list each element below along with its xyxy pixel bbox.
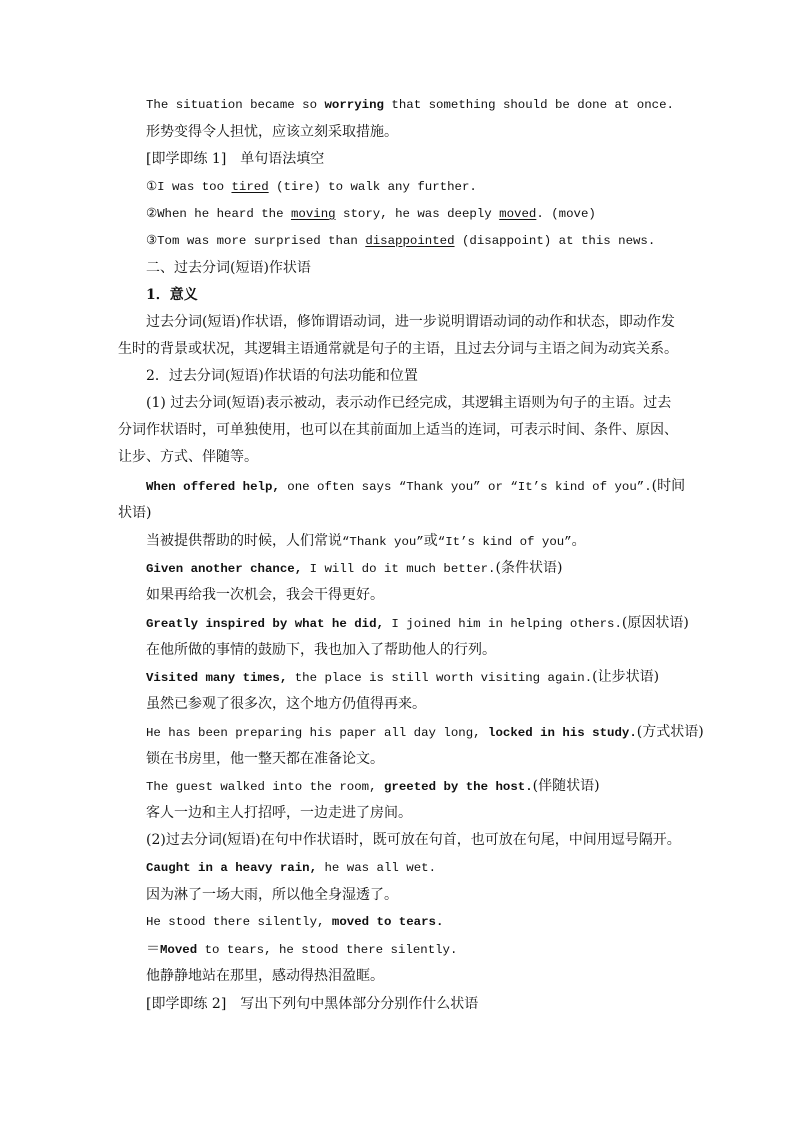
bold-term: Visited many times,: [146, 671, 288, 685]
paragraph-line: 生时的背景或状况，其逻辑主语通常就是句子的主语，且过去分词与主语之间为动宾关系。: [118, 341, 678, 357]
exercise-heading-1: [即学即练 1] 单句语法填空: [146, 151, 325, 167]
example-sentence-en: [146, 722, 704, 743]
bold-term: When offered help,: [146, 480, 280, 494]
text: to tears, he stood there silently.: [197, 943, 458, 957]
text: The guest walked into the room,: [146, 780, 384, 794]
paragraph-line: (2)过去分词(短语)在句中作状语时，既可放在句首，也可放在句尾，中间用逗号隔开。: [146, 832, 681, 848]
text: ①I was too: [146, 180, 232, 194]
example-sentence-en: [146, 667, 659, 688]
answer-blank: disappointed: [365, 234, 455, 248]
paragraph-line: 过去分词(短语)作状语，修饰谓语动词，进一步说明谓语动词的动作和状态，即动作发: [146, 314, 675, 330]
equals-sign: ＝: [146, 941, 160, 957]
label: (方式状语): [636, 724, 704, 740]
example-sentence-en: [146, 476, 685, 497]
example-sentence-en: [146, 613, 689, 634]
bold-term: Given another chance,: [146, 562, 303, 576]
example-sentence-zh: 因为淋了一场大雨，所以他全身湿透了。: [146, 887, 398, 903]
text: (disappoint) at this news.: [454, 234, 656, 248]
label: (原因状语): [621, 615, 689, 631]
exercise-item-3: [146, 231, 655, 251]
subsection-heading: 1．意义: [146, 287, 198, 303]
example-sentence-zh: 如果再给我一次机会，我会干得更好。: [146, 587, 384, 603]
text: 或: [423, 533, 438, 549]
paragraph-line: 让步、方式、伴随等。: [118, 449, 258, 465]
text: I joined him in helping others.: [383, 617, 622, 631]
example-sentence-zh: 客人一边和主人打招呼，一边走进了房间。: [146, 805, 412, 821]
text: He stood there silently,: [146, 915, 332, 929]
answer-blank: moving: [290, 207, 336, 221]
label: (时间: [651, 478, 686, 494]
example-sentence-en: [146, 776, 600, 797]
text: He has been preparing his paper all day long,: [146, 726, 489, 740]
text: he was all wet.: [317, 861, 437, 875]
exercise-item-1: [146, 177, 477, 197]
text: the place is still worth visiting again.: [287, 671, 593, 685]
example-sentence-zh: [146, 531, 586, 552]
bold-term: Moved: [160, 943, 198, 957]
text: (tire) to walk any further.: [268, 180, 477, 194]
text: that something should be done at once.: [383, 98, 674, 112]
example-sentence-zh: 在他所做的事情的鼓励下，我也加入了帮助他人的行列。: [146, 642, 496, 658]
section-heading: 二、过去分词(短语)作状语: [146, 260, 311, 276]
answer-blank: moved: [499, 207, 537, 221]
text: 。: [571, 533, 586, 549]
example-sentence-en: [146, 95, 674, 115]
exercise-item-2: [146, 204, 596, 224]
example-sentence-en: [146, 939, 457, 960]
exercise-heading-2: [即学即练 2] 写出下列句中黑体部分分别作什么状语: [146, 996, 479, 1012]
paragraph-line: (1) 过去分词(短语)表示被动，表示动作已经完成，其逻辑主语则为句子的主语。过去: [146, 395, 672, 411]
text: story, he was deeply: [335, 207, 500, 221]
example-sentence-zh: 形势变得令人担忧，应该立刻采取措施。: [146, 124, 398, 140]
paragraph-line: 分词作状语时，可单独使用，也可以在其前面加上适当的连词，可表示时间、条件、原因、: [118, 422, 678, 438]
label: (伴随状语): [532, 778, 600, 794]
text: “It’s kind of you”: [437, 535, 572, 549]
label: (条件状语): [495, 560, 563, 576]
text: . (move): [536, 207, 596, 221]
example-sentence-en: [146, 912, 443, 932]
text: ②When he heard the: [146, 207, 291, 221]
answer-blank: tired: [231, 180, 269, 194]
text: 当被提供帮助的时候，人们常说: [146, 533, 342, 549]
bold-term: moved to tears.: [331, 915, 444, 929]
bold-term: worrying: [324, 98, 384, 112]
example-sentence-en: [146, 858, 436, 878]
bold-term: Caught in a heavy rain,: [146, 861, 318, 875]
bold-term: locked in his study.: [488, 726, 637, 740]
label: (让步状语): [592, 669, 660, 685]
text: The situation became so: [146, 98, 325, 112]
example-sentence-en: [146, 558, 562, 579]
text: ③Tom was more surprised than: [146, 234, 366, 248]
bold-term: greeted by the host.: [383, 780, 533, 794]
bold-term: Greatly inspired by what he did,: [146, 617, 384, 631]
subsection-heading: 2．过去分词(短语)作状语的句法功能和位置: [146, 368, 418, 384]
text: one often says “Thank you” or “It’s kind of you”.: [279, 480, 652, 494]
label-continued: 状语): [118, 505, 152, 521]
text: I will do it much better.: [302, 562, 496, 576]
example-sentence-zh: 虽然已参观了很多次，这个地方仍值得再来。: [146, 696, 426, 712]
example-sentence-zh: 锁在书房里，他一整天都在准备论文。: [146, 751, 384, 767]
example-sentence-zh: 他静静地站在那里，感动得热泪盈眶。: [146, 968, 384, 984]
text: “Thank you”: [342, 535, 424, 549]
